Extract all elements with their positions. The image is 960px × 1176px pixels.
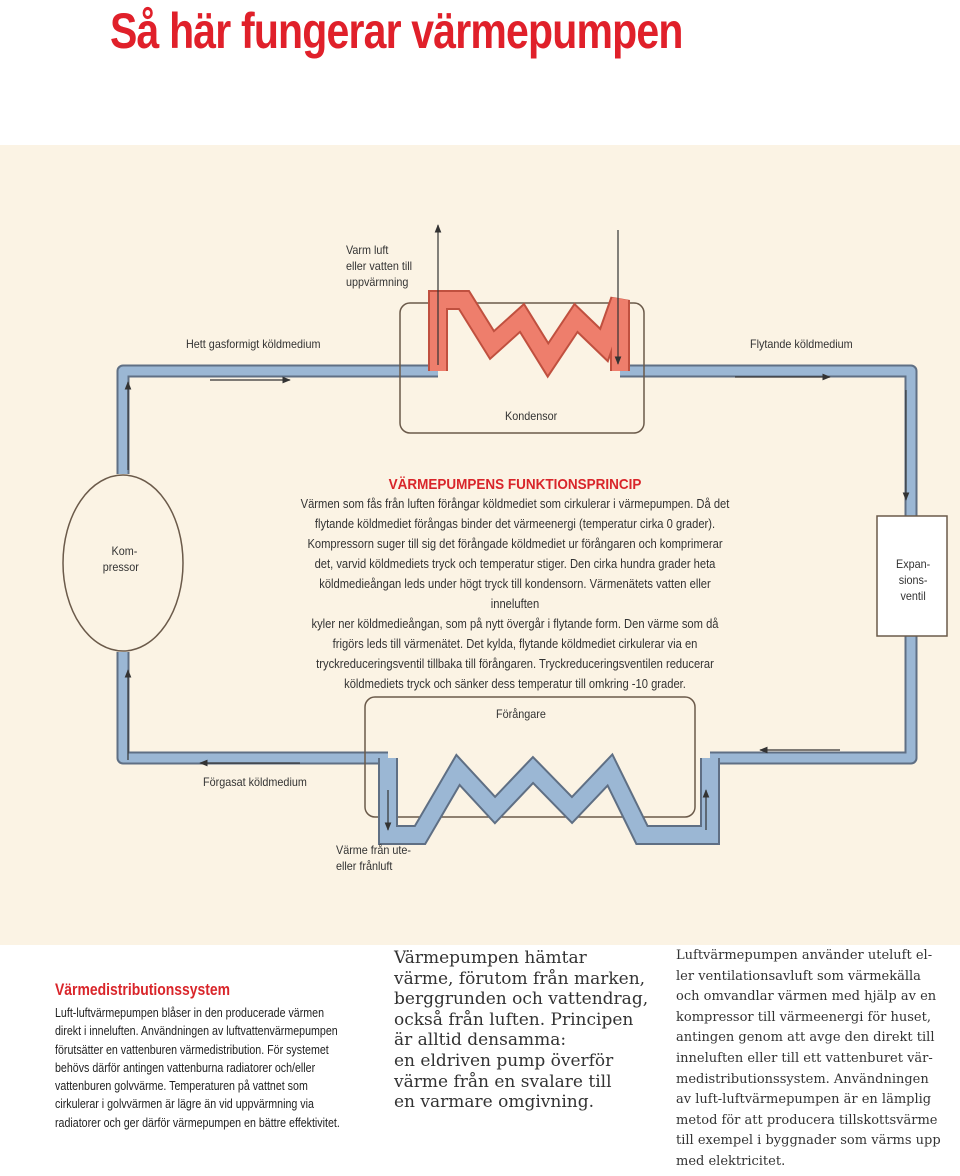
compressor-label: Kom- pressor [102, 544, 139, 574]
warm-air-label: Varm luft eller vatten till uppvärmning [346, 243, 413, 289]
expansion-valve-label: Expan- sions- ventil [896, 557, 931, 603]
hot-gas-label: Hett gasformigt köldmedium [186, 337, 321, 351]
principle-heading: VÄRMEPUMPENS FUNKTIONSPRINCIP [388, 476, 642, 493]
liquid-label: Flytande köldmedium [750, 337, 853, 351]
condenser-label: Kondensor [505, 409, 558, 423]
principle-body: Värmen som fås från luften förångar köldmediet som cirkulerar i värmepumpen. Då det flytande köldmediet förångas binder det värmeenergi (temperatur cirka 0 grader). Kompressorn suger till sig det förångade köldmediet ur förångaren och komprimerar det, varvid köldmediets tryck och temperatur stiger. Den cirka hundra grader heta köldmedieångan leds under högt tryck till kondensorn. Värmenätets vatten eller inneluften kyler ner köldmedieångan, som på nytt övergår i flytande form. Den värme som då frigörs leds till värmenätet. Det kylda, flytande köldmediet cirkulerar via en tryckreduceringsventil tillbaka till förångaren. Tryckreduceringsventilen reducerar köldmediets tryck och sänker dess temperatur till omkring -10 grader. [300, 496, 730, 691]
evaporator-label: Förångare [496, 707, 546, 721]
heat-source-label: Värme från ute- eller frånluft [336, 843, 412, 873]
evaporator-coil [388, 758, 710, 835]
distribution-heading: Värmedistributionssystem [55, 980, 231, 999]
vaporized-label: Förgasat köldmedium [203, 775, 307, 789]
condenser-coil [438, 225, 620, 371]
principle-block [296, 476, 734, 694]
side-text: Luftvärmepumpen använder uteluft el- ler ventilationsavluft som värmekälla och omvandlar värmen med hjälp av en kompressor till värmeenergi för huset, antingen genom att avge den direkt till inneluften eller till ett vattenburet vär- medistributionssystem. Användningen av luft-luftvärmepumpen är en lämplig metod för att producera tillskottsvärme till exempel i byggnader som värms upp med elektricitet. [676, 948, 941, 1169]
page-title: Så här fungerar värmepumpen [110, 3, 683, 59]
distribution-body: Luft-luftvärmepumpen blåser in den producerade värmen direkt i inneluften. Användningen av luftvattenvärmepumpen förutsätter en vattenburen värmedistribution. För systemet behövs därför antingen vattenburna radiatorer och/eller vattenburen golvvärme. Temperaturen på vattnet som cirkulerar i golvvärmen är lägre än vid uppvärmning via radiatorer och ger därför värmepumpen en bättre effektivitet. [55, 1005, 340, 1130]
intro-text: Värmepumpen hämtar värme, förutom från marken, berggrunden och vattendrag, också från luften. Principen är alltid densamma: en eldriven pump överför värme från en svalare till en varmare omgivning. [394, 948, 649, 1113]
